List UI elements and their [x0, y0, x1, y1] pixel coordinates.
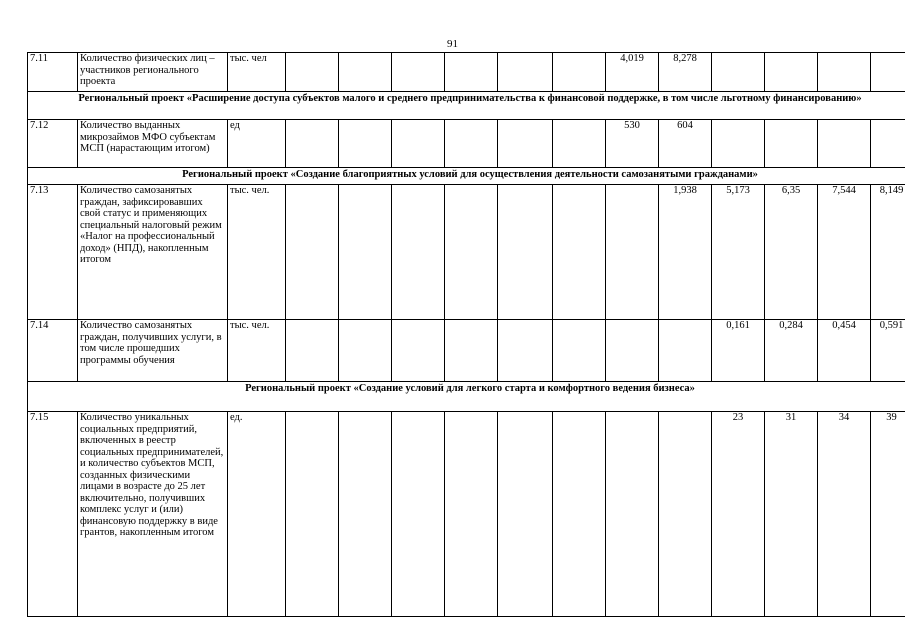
value-cell [553, 120, 606, 168]
indicator-number: 7.14 [28, 320, 78, 382]
value-cell [286, 53, 339, 92]
value-cell: 7,544 [818, 185, 871, 320]
value-cell [339, 412, 392, 617]
value-cell [445, 185, 498, 320]
value-cell [339, 120, 392, 168]
value-cell [445, 120, 498, 168]
value-cell: 34 [818, 412, 871, 617]
value-cell [392, 185, 445, 320]
value-cell [392, 53, 445, 92]
indicator-row [28, 120, 905, 168]
indicator-row [28, 185, 905, 320]
value-cell [286, 320, 339, 382]
value-cell [606, 320, 659, 382]
value-cell [445, 53, 498, 92]
value-cell: 31 [765, 412, 818, 617]
value-cell: 5,173 [712, 185, 765, 320]
value-cell [286, 185, 339, 320]
value-cell: 4,019 [606, 53, 659, 92]
value-cell: 0,454 [818, 320, 871, 382]
value-cell [392, 320, 445, 382]
indicator-number: 7.11 [28, 53, 78, 92]
value-cell: 6,35 [765, 185, 818, 320]
value-cell [553, 412, 606, 617]
indicator-name: Количество самозанятых граждан, зафиксировавших свой статус и применяющих специальный налоговый режим «Налог на профессиональный доход» (НПД), накопленным итогом [78, 185, 228, 320]
value-cell [553, 53, 606, 92]
indicator-row [28, 412, 905, 617]
value-cell [339, 185, 392, 320]
value-cell [765, 120, 818, 168]
value-cell [392, 120, 445, 168]
section-title: Региональный проект «Создание благоприятных условий для осуществления деятельности самозанятыми гражданами» [28, 168, 905, 185]
value-cell [392, 412, 445, 617]
value-cell: 8,278 [659, 53, 712, 92]
value-cell [339, 53, 392, 92]
value-cell: 0,591 [871, 320, 905, 382]
value-cell: 530 [606, 120, 659, 168]
indicators-table [27, 52, 905, 617]
indicator-unit: тыс. чел. [228, 320, 286, 382]
value-cell [498, 53, 553, 92]
value-cell [286, 412, 339, 617]
value-cell [339, 320, 392, 382]
value-cell: 8,149 [871, 185, 905, 320]
section-header-row [28, 168, 905, 185]
value-cell [553, 185, 606, 320]
page-number: 91 [447, 38, 458, 50]
indicator-number: 7.12 [28, 120, 78, 168]
indicator-row [28, 53, 905, 92]
value-cell [498, 320, 553, 382]
indicator-unit: тыс. чел [228, 53, 286, 92]
indicator-name: Количество физических лиц – участников регионального проекта [78, 53, 228, 92]
value-cell [445, 320, 498, 382]
indicator-number: 7.13 [28, 185, 78, 320]
value-cell: 604 [659, 120, 712, 168]
value-cell [871, 53, 905, 92]
indicator-name: Количество выданных микрозаймов МФО субъектам МСП (нарастающим итогом) [78, 120, 228, 168]
section-title: Региональный проект «Создание условий для легкого старта и комфортного ведения бизнеса» [28, 382, 905, 412]
value-cell [445, 412, 498, 617]
section-header-row [28, 382, 905, 412]
indicator-name: Количество самозанятых граждан, получивших услуги, в том числе прошедших программы обучения [78, 320, 228, 382]
section-title: Региональный проект «Расширение доступа субъектов малого и среднего предпринимательства к финансовой поддержке, в том числе льготному финансированию» [28, 92, 905, 120]
section-header-row [28, 92, 905, 120]
value-cell [606, 185, 659, 320]
value-cell [606, 412, 659, 617]
value-cell: 0,161 [712, 320, 765, 382]
value-cell [498, 185, 553, 320]
value-cell: 39 [871, 412, 905, 617]
value-cell [659, 412, 712, 617]
value-cell [765, 53, 818, 92]
value-cell [818, 120, 871, 168]
value-cell [553, 320, 606, 382]
indicator-number: 7.15 [28, 412, 78, 617]
indicator-row [28, 320, 905, 382]
indicator-unit: ед. [228, 412, 286, 617]
value-cell: 1,938 [659, 185, 712, 320]
indicator-unit: ед [228, 120, 286, 168]
value-cell [286, 120, 339, 168]
value-cell [818, 53, 871, 92]
value-cell: 0,284 [765, 320, 818, 382]
value-cell [498, 412, 553, 617]
table-body [28, 53, 905, 617]
value-cell [712, 53, 765, 92]
value-cell: 23 [712, 412, 765, 617]
value-cell [871, 120, 905, 168]
value-cell [659, 320, 712, 382]
indicator-name: Количество уникальных социальных предприятий, включенных в реестр социальных предпринимателей, и количество субъектов МСП, созданных физическими лицами в возрасте до 25 лет включительно, получивших комплекс услуг и (или) финансовую поддержку в виде грантов, накопленным итогом [78, 412, 228, 617]
indicator-unit: тыс. чел. [228, 185, 286, 320]
value-cell [498, 120, 553, 168]
value-cell [712, 120, 765, 168]
